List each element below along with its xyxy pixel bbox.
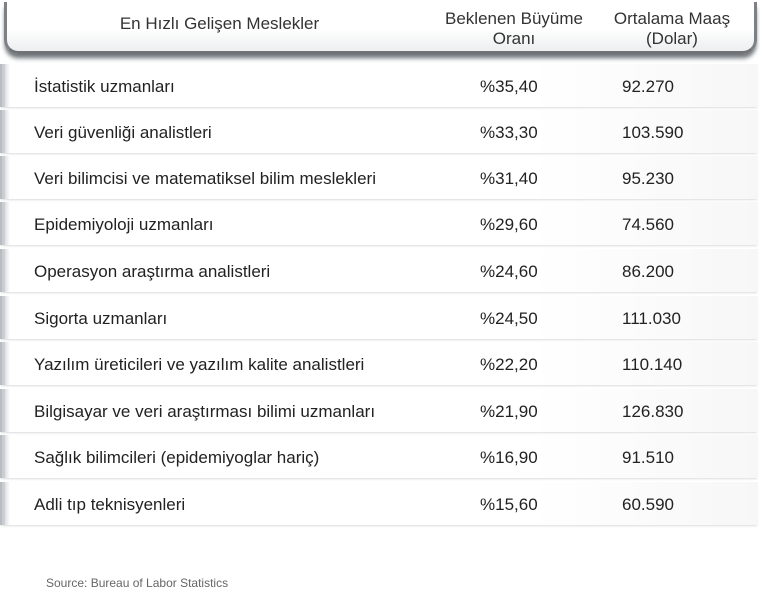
occupation-cell: Veri bilimcisi ve matematiksel bilim meslekleri xyxy=(34,169,376,188)
growth-cell: %33,30 xyxy=(480,123,538,142)
salary-cell: 110.140 xyxy=(622,355,683,374)
table-row xyxy=(0,249,758,292)
growth-cell: %22,20 xyxy=(480,355,538,374)
occupation-cell: Adli tıp teknisyenleri xyxy=(34,495,186,514)
row-shade xyxy=(2,342,10,385)
occupation-cell: Sağlık bilimcileri (epidemiyoglar hariç) xyxy=(34,448,320,467)
table-row xyxy=(0,342,758,385)
table-row xyxy=(0,389,758,432)
row-shade xyxy=(2,64,10,107)
occupation-cell: Yazılım üreticileri ve yazılım kalite analistleri xyxy=(34,355,365,374)
salary-cell: 111.030 xyxy=(622,309,681,328)
row-shade xyxy=(2,249,10,292)
row-shade xyxy=(2,156,10,199)
growth-cell: %24,60 xyxy=(480,262,538,281)
salary-cell: 86.200 xyxy=(622,262,674,281)
header-occupation: En Hızlı Gelişen Meslekler xyxy=(119,14,320,33)
growth-cell: %31,40 xyxy=(480,169,538,188)
row-shade xyxy=(2,389,10,432)
row-shade xyxy=(2,482,10,525)
salary-cell: 95.230 xyxy=(622,169,674,188)
row-shade xyxy=(2,110,10,153)
header-average-salary: Ortalama Maaş (Dolar) xyxy=(613,9,731,48)
growth-cell: %29,60 xyxy=(480,215,538,234)
table-row xyxy=(0,156,758,199)
table-header xyxy=(4,2,757,54)
salary-cell: 60.590 xyxy=(622,495,674,514)
table-row xyxy=(0,435,758,478)
occupation-cell: Epidemiyoloji uzmanları xyxy=(34,215,214,234)
table-row xyxy=(0,110,758,153)
salary-cell: 126.830 xyxy=(622,402,684,421)
salary-cell: 74.560 xyxy=(622,215,674,234)
occupation-cell: İstatistik uzmanları xyxy=(34,77,175,96)
growth-cell: %15,60 xyxy=(480,495,538,514)
table-row xyxy=(0,202,758,245)
salary-cell: 91.510 xyxy=(622,448,674,467)
header-growth-rate: Beklenen Büyüme Oranı xyxy=(445,9,583,48)
growth-cell: %21,90 xyxy=(480,402,538,421)
salary-cell: 103.590 xyxy=(622,123,684,142)
occupation-cell: Sigorta uzmanları xyxy=(34,309,168,328)
row-shade xyxy=(2,202,10,245)
growth-cell: %24,50 xyxy=(480,309,538,328)
growth-cell: %16,90 xyxy=(480,448,538,467)
row-shade xyxy=(2,296,10,339)
salary-cell: 92.270 xyxy=(622,77,674,96)
row-shade xyxy=(2,435,10,478)
source-caption: Source: Bureau of Labor Statistics xyxy=(46,576,229,590)
occupation-cell: Operasyon araştırma analistleri xyxy=(34,262,271,281)
table-row xyxy=(0,296,758,339)
occupation-cell: Bilgisayar ve veri araştırması bilimi uzmanları xyxy=(34,402,376,421)
table-row xyxy=(0,64,758,107)
table-row xyxy=(0,482,758,525)
growth-cell: %35,40 xyxy=(480,77,538,96)
occupation-cell: Veri güvenliği analistleri xyxy=(34,123,212,142)
